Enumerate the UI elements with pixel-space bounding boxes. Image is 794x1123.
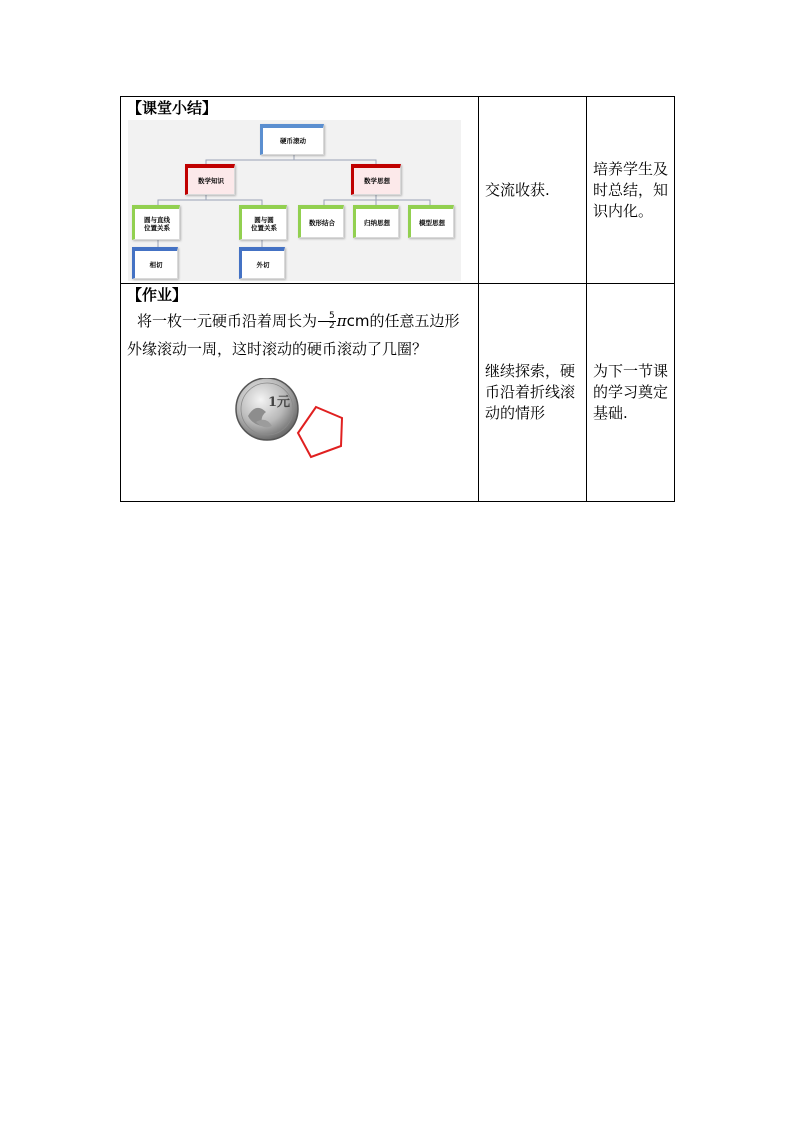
pi-symbol: π [336,312,347,330]
k2-node [239,205,287,240]
coin-pentagon-figure [234,378,354,483]
summary-row [121,97,675,284]
k2-leaf-node: 外切 [239,247,285,279]
k2-line1: 圆与圆 [254,216,274,224]
homework-content-cell [121,284,479,502]
homework-text-after: 的任意五边形外缘滚动一周，这时滚动的硬币滚动了几圈？ [127,312,460,358]
branch-knowledge-node: 数学知识 [185,164,235,195]
homework-row [121,284,675,502]
coin-label: 1元 [268,395,291,410]
k1-line1: 圆与直线 [144,216,170,224]
fraction-numerator: 5 [318,312,336,322]
thought-2-node: 归纳思想 [353,205,399,238]
mind-map [128,120,461,281]
k1-node [132,205,180,240]
summary-content-cell [121,97,479,284]
unit-cm: cm [346,312,370,330]
k1-line2: 位置关系 [144,224,170,232]
homework-question [121,305,478,363]
coin-icon [236,378,298,440]
k2-line2: 位置关系 [251,224,277,232]
homework-activity-cell [479,284,587,502]
summary-activity-cell [479,97,587,284]
pentagon-icon [298,407,342,457]
homework-activity: 继续探索，硬币沿着折线滚动的情形 [485,362,576,422]
homework-purpose-cell [587,284,675,502]
summary-activity: 交流收获. [485,180,550,199]
k1-leaf-node: 相切 [132,247,178,279]
homework-text-before: 将一枚一元硬币沿着周长为 [137,312,318,330]
root-node: 硬币滚动 [260,124,324,155]
summary-purpose-cell [587,97,675,284]
branch-thought-node: 数学思想 [351,164,401,195]
summary-purpose: 培养学生及时总结，知识内化。 [593,159,669,220]
lesson-table [120,96,675,502]
thought-3-node: 模型思想 [408,205,454,238]
summary-title: 【课堂小结】 [127,99,218,117]
thought-1-node: 数形结合 [298,205,344,238]
fraction [318,312,336,331]
homework-title: 【作业】 [127,286,188,304]
fraction-denominator: 2 [329,321,335,331]
homework-purpose: 为下一节课的学习奠定基础. [593,362,669,422]
